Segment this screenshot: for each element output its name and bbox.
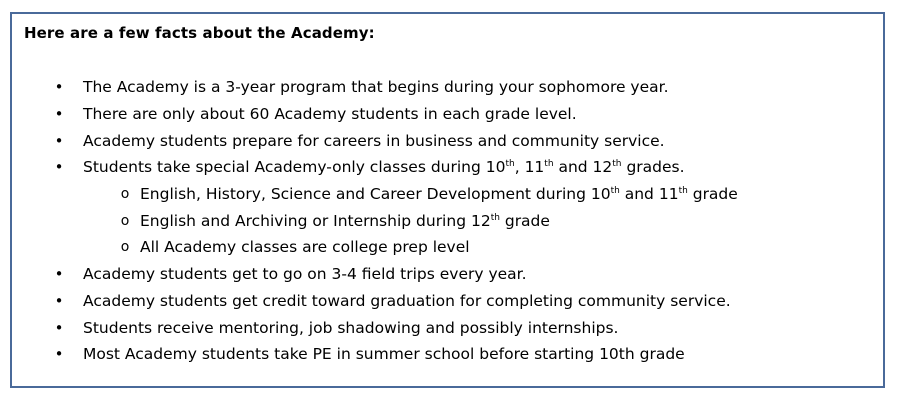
list-item: Students receive mentoring, job shadowing and possibly internships. (83, 319, 619, 337)
list-item: There are only about 60 Academy students in each grade level. (83, 105, 577, 123)
sub-bullet-icon: o (120, 239, 130, 255)
bullet-icon: • (54, 78, 64, 96)
bullet-icon: • (54, 132, 64, 150)
bullet-icon: • (54, 265, 64, 283)
list-item: Most Academy students take PE in summer school before starting 10th grade (83, 345, 685, 363)
bullet-icon: • (54, 158, 64, 176)
list-item: Academy students get credit toward graduation for completing community service. (83, 292, 731, 310)
bullet-icon: • (54, 319, 64, 337)
sub-list-item: English, History, Science and Career Development during 10th and 11th grade (140, 185, 738, 203)
facts-heading: Here are a few facts about the Academy: (24, 24, 375, 42)
bullet-icon: • (54, 345, 64, 363)
list-item: Academy students prepare for careers in business and community service. (83, 132, 665, 150)
list-item: Students take special Academy-only classes during 10th, 11th and 12th grades. (83, 158, 685, 176)
sub-bullet-icon: o (120, 213, 130, 229)
bullet-icon: • (54, 105, 64, 123)
list-item: Academy students get to go on 3-4 field trips every year. (83, 265, 527, 283)
bullet-icon: • (54, 292, 64, 310)
sub-list-item: All Academy classes are college prep level (140, 238, 470, 256)
list-item: The Academy is a 3-year program that begins during your sophomore year. (83, 78, 669, 96)
sub-list-item: English and Archiving or Internship during 12th grade (140, 212, 550, 230)
sub-bullet-icon: o (120, 186, 130, 202)
